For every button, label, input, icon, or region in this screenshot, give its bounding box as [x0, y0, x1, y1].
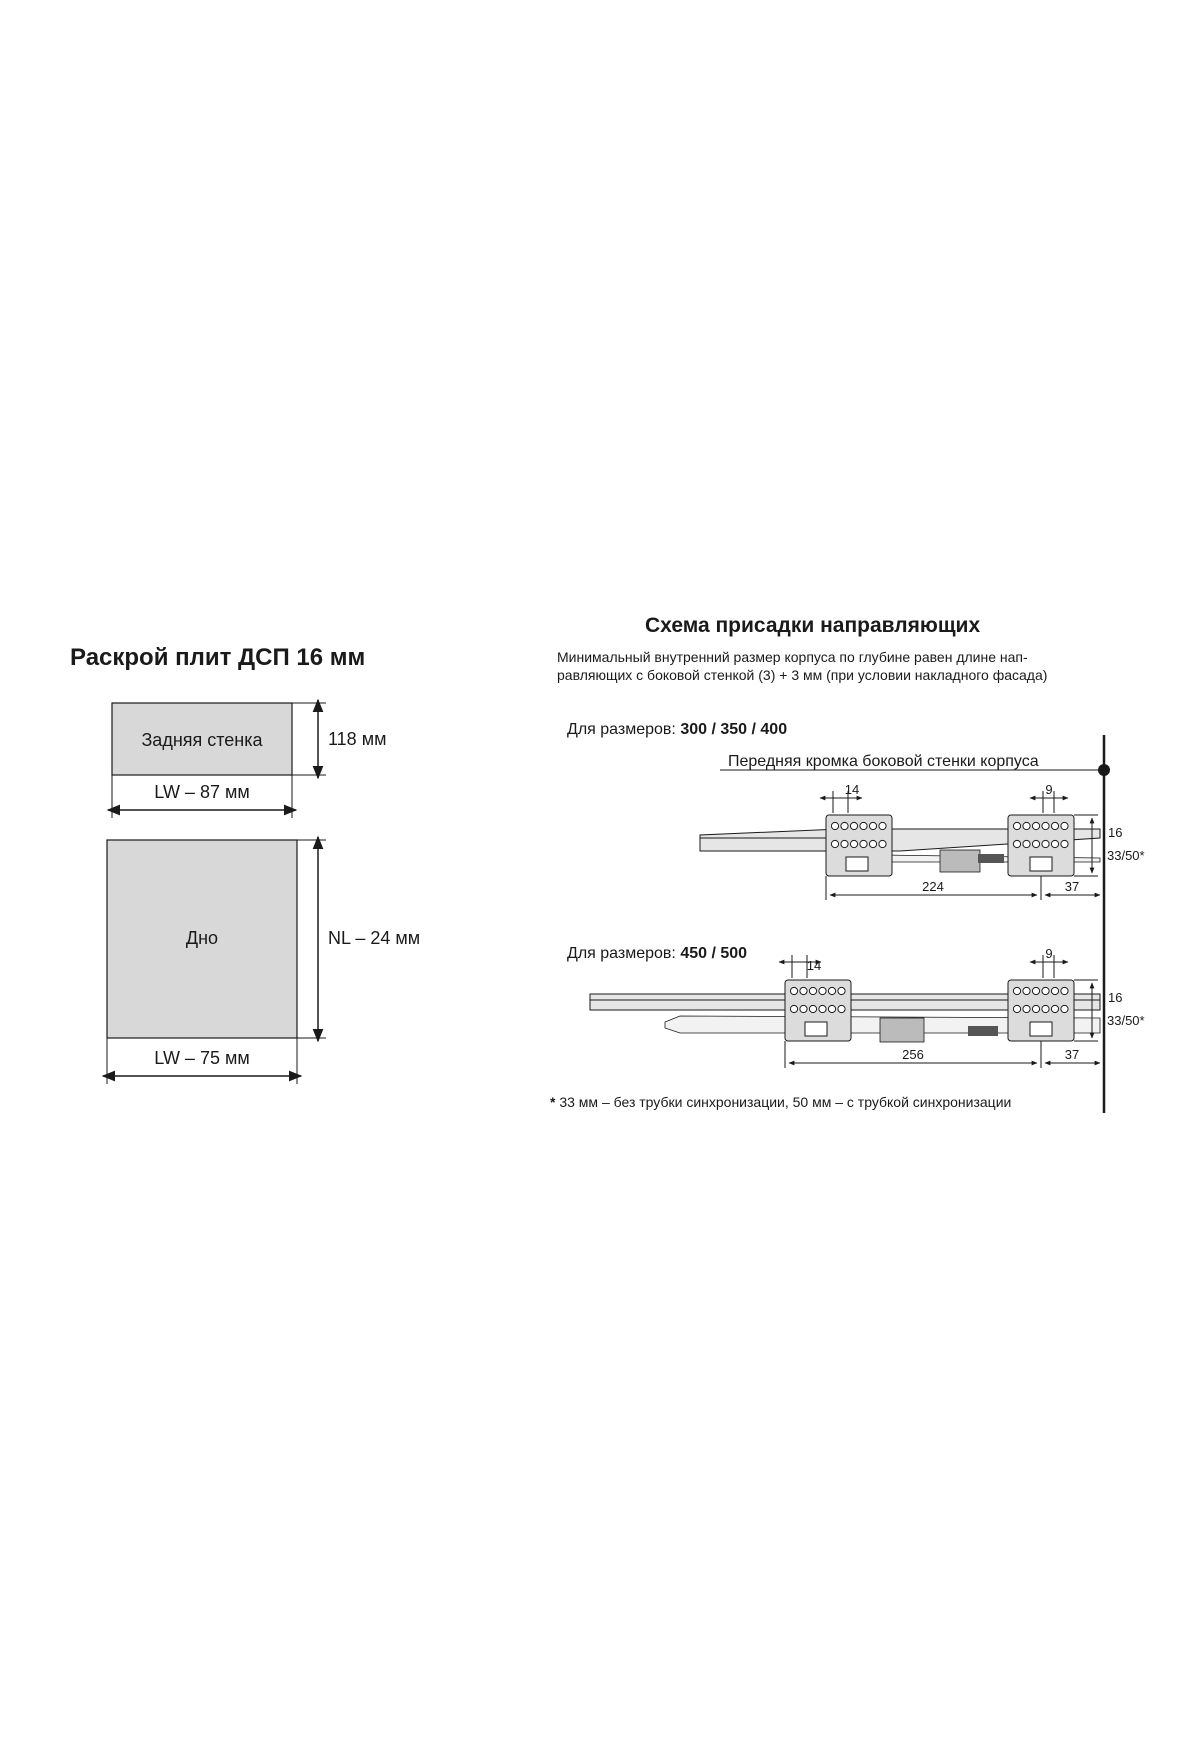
mounting-hole [1023, 1005, 1030, 1012]
bottom-panel-height: NL – 24 мм [328, 928, 421, 948]
mounting-hole [1051, 840, 1058, 847]
scheme1-drawing [700, 815, 1100, 876]
mounting-hole [1032, 987, 1039, 994]
scheme1-dim-16-label: 16 [1108, 825, 1123, 840]
scheme2-dim-37-label: 37 [1064, 1047, 1080, 1062]
mounting-hole [1042, 987, 1049, 994]
back-panel-width: LW – 87 мм [154, 782, 250, 802]
mounting-hole [828, 987, 835, 994]
scheme2-drawing [590, 980, 1100, 1042]
scheme1-mechanism [940, 850, 980, 872]
scheme2-dim-33-label: 33/50* [1107, 1013, 1145, 1028]
scheme-title: Схема присадки направляющих [645, 614, 981, 637]
mounting-hole [1061, 822, 1068, 829]
mounting-hole [790, 1005, 797, 1012]
mounting-hole [809, 1005, 816, 1012]
mounting-hole [879, 822, 886, 829]
mounting-hole [1023, 987, 1030, 994]
scheme1-dim-37-label: 37 [1064, 879, 1080, 894]
cutting-title: Раскрой плит ДСП 16 мм [70, 644, 366, 671]
mounting-hole [869, 822, 876, 829]
scheme1-slot [1030, 857, 1052, 871]
scheme2-mechanism [880, 1018, 924, 1042]
scheme2-dim-9-label: 9 [1045, 946, 1053, 961]
mounting-hole [850, 840, 857, 847]
mounting-hole [1051, 1005, 1058, 1012]
mounting-hole [1061, 987, 1068, 994]
mounting-hole [831, 840, 838, 847]
bottom-panel-label: Дно [185, 928, 219, 948]
mounting-hole [1013, 840, 1020, 847]
mounting-hole [819, 987, 826, 994]
mounting-hole [1032, 822, 1039, 829]
mounting-hole [790, 987, 797, 994]
mounting-hole [850, 822, 857, 829]
scheme2-slot [805, 1022, 827, 1036]
scheme1-dim-224-label: 224 [922, 879, 944, 894]
footnote: * 33 мм – без трубки синхронизации, 50 мм – с трубкой синхронизации [550, 1094, 1012, 1110]
mounting-hole [1061, 1005, 1068, 1012]
mounting-hole [860, 840, 867, 847]
scheme1-label: Для размеров: 300 / 350 / 400 [567, 721, 788, 738]
scheme2-slot [1030, 1022, 1052, 1036]
mounting-hole [1032, 840, 1039, 847]
scheme1-dim-14-label: 14 [844, 782, 860, 797]
scheme-desc-1: Минимальный внутренний размер корпуса по глубине равен длине нап- [557, 649, 1028, 665]
mounting-hole [1013, 1005, 1020, 1012]
mounting-hole [1042, 840, 1049, 847]
scheme1-dim-33-label: 33/50* [1107, 848, 1145, 863]
mounting-hole [1013, 987, 1020, 994]
mounting-hole [1023, 822, 1030, 829]
bottom-panel-width: LW – 75 мм [154, 1048, 250, 1068]
scheme2-dim-16-label: 16 [1108, 990, 1123, 1005]
scheme1-mechanism [978, 854, 1004, 863]
mounting-hole [838, 987, 845, 994]
mounting-hole [800, 987, 807, 994]
mounting-hole [841, 822, 848, 829]
mounting-hole [1023, 840, 1030, 847]
mounting-hole [841, 840, 848, 847]
back-panel-label: Задняя стенка [141, 730, 263, 750]
mounting-hole [1013, 822, 1020, 829]
mounting-hole [1042, 1005, 1049, 1012]
back-panel-height: 118 мм [328, 729, 387, 749]
mounting-hole [831, 822, 838, 829]
mounting-hole [860, 822, 867, 829]
scheme1-dim-9-label: 9 [1045, 782, 1053, 797]
mounting-hole [1061, 840, 1068, 847]
mounting-hole [1051, 987, 1058, 994]
mounting-hole [828, 1005, 835, 1012]
scheme2-dim-14-label: 14 [806, 958, 822, 973]
scheme1-slot [846, 857, 868, 871]
mounting-hole [809, 987, 816, 994]
mounting-hole [800, 1005, 807, 1012]
scheme2-label: Для размеров: 450 / 500 [567, 945, 748, 962]
mounting-hole [1042, 822, 1049, 829]
mounting-hole [869, 840, 876, 847]
scheme2-mechanism [968, 1026, 998, 1036]
mounting-hole [1032, 1005, 1039, 1012]
front-edge-label: Передняя кромка боковой стенки корпуса [728, 753, 1039, 770]
scheme2-dim-256-label: 256 [902, 1047, 924, 1062]
mounting-hole [838, 1005, 845, 1012]
mounting-hole [879, 840, 886, 847]
scheme-desc-2: равляющих с боковой стенкой (3) + 3 мм (при условии накладного фасада) [557, 667, 1048, 683]
mounting-hole [819, 1005, 826, 1012]
mounting-hole [1051, 822, 1058, 829]
